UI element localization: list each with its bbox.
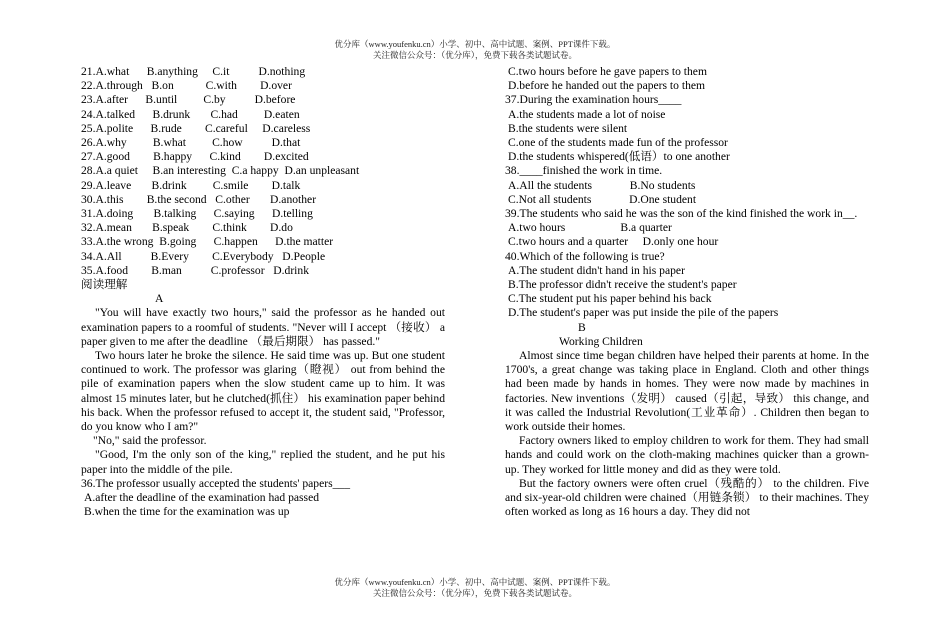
question-36-option: D.before he handed out the papers to them bbox=[508, 79, 706, 93]
footer-line-1: 优分库（www.youfenku.cn）小学、初中、高中试题、案例、PPT课件下载。 bbox=[334, 577, 616, 587]
cloze-line: 34.A.All B.Every C.Everybody D.People bbox=[81, 249, 326, 263]
cloze-line: 30.A.this B.the second C.other D.another bbox=[81, 192, 317, 206]
passage-b-paragraph: But the factory owners were often cruel（残酷的） to the children. Five and six-year-old children were chained（用链条锁） to their machines. They often worked as long as 16 hours a day. They did not bbox=[505, 476, 869, 519]
cloze-line: 23.A.after B.until C.by D.before bbox=[81, 93, 296, 107]
question-40-stem: 40.Which of the following is true? bbox=[505, 249, 665, 263]
question-37-option: A.the students made a lot of noise bbox=[508, 107, 666, 121]
cloze-line: 35.A.food B.man C.professor D.drink bbox=[81, 263, 309, 277]
question-38-option: A.All the students B.No students bbox=[508, 178, 696, 192]
question-37-option: B.the students were silent bbox=[508, 121, 628, 135]
left-column bbox=[81, 65, 445, 520]
footer-line-2: 关注微信公众号：（优分库），免费下载各类试题试卷。 bbox=[372, 588, 577, 598]
question-37-option: D.the students whispered(低语）to one another bbox=[508, 150, 730, 164]
question-36-option: C.two hours before he gave papers to them bbox=[508, 65, 707, 78]
passage-a-paragraph: Two hours later he broke the silence. He said time was up. But one student continued to work. The professor was glaring（瞪视） out from behind the pile of examination papers when the slow student came up to him. It was almost 15 minutes later, but he clutched(抓住） his examination paper behind his back. When the professor refused to accept it, the student said, "Professor, do you know who I am?" bbox=[81, 349, 445, 434]
question-40-option: A.The student didn't hand in his paper bbox=[508, 263, 685, 277]
cloze-line: 31.A.doing B.talking C.saying D.telling bbox=[81, 207, 313, 221]
passage-a-paragraph: "Good, I'm the only son of the king," replied the student, and he put his paper into the middle of the pile. bbox=[81, 448, 445, 476]
page-header bbox=[0, 39, 950, 61]
question-38-option: C.Not all students D.One student bbox=[508, 192, 697, 206]
passage-b-label: B bbox=[578, 320, 586, 334]
question-40-option: C.The student put his paper behind his back bbox=[508, 292, 712, 306]
page-footer bbox=[0, 577, 950, 599]
cloze-line: 24.A.talked B.drunk C.had D.eaten bbox=[81, 107, 300, 121]
question-39-option: C.two hours and a quarter D.only one hour bbox=[508, 235, 719, 249]
passage-b-paragraph: Almost since time began children have helped their parents at home. In the 1700's, a great change was taking place in England. Cloth and other things had been made by hands in homes. They were now made by machines in factories. New inventions（发明） caused（引起，导致） this change, and it was called the Industrial Revolution(工业革命）. Children then began to work outside their homes. bbox=[505, 349, 869, 434]
cloze-line: 26.A.why B.what C.how D.that bbox=[81, 136, 301, 150]
question-36-option: A.after the deadline of the examination had passed bbox=[84, 491, 320, 505]
cloze-line: 21.A.what B.anything C.it D.nothing bbox=[81, 65, 306, 78]
question-40-option: D.The student's paper was put inside the pile of the papers bbox=[508, 306, 779, 320]
header-line-2: 关注微信公众号：（优分库），免费下载各类试题试卷。 bbox=[372, 50, 577, 60]
section-heading: 阅读理解 bbox=[81, 278, 128, 292]
question-40-option: B.The professor didn't receive the student's paper bbox=[508, 278, 737, 292]
question-36-stem: 36.The professor usually accepted the students' papers___ bbox=[81, 476, 350, 490]
cloze-line: 28.A.a quiet B.an interesting C.a happy D.an unpleasant bbox=[81, 164, 360, 178]
header-line-1: 优分库（www.youfenku.cn）小学、初中、高中试题、案例、PPT课件下载。 bbox=[334, 39, 616, 49]
question-37-stem: 37.During the examination hours____ bbox=[505, 93, 682, 107]
passage-b-title: Working Children bbox=[559, 334, 643, 348]
question-39-option: A.two hours B.a quarter bbox=[508, 221, 672, 235]
question-36-option: B.when the time for the examination was up bbox=[84, 505, 290, 519]
cloze-line: 33.A.the wrong B.going C.happen D.the matter bbox=[81, 235, 334, 249]
question-37-option: C.one of the students made fun of the professor bbox=[508, 136, 728, 150]
passage-a-paragraph: "No," said the professor. bbox=[93, 434, 207, 448]
passage-a-paragraph: "You will have exactly two hours," said the professor as he handed out examination papers to a roomful of students. "Never will I accept （接收） a paper given to me after the deadline （最后期限） has passed." bbox=[81, 306, 445, 348]
cloze-line: 29.A.leave B.drink C.smile D.talk bbox=[81, 178, 301, 192]
cloze-line: 25.A.polite B.rude C.careful D.careless bbox=[81, 121, 311, 135]
right-column bbox=[505, 65, 869, 520]
cloze-line: 22.A.through B.on C.with D.over bbox=[81, 79, 292, 93]
cloze-line: 27.A.good B.happy C.kind D.excited bbox=[81, 150, 309, 164]
question-39-stem: 39.The students who said he was the son of the kind finished the work in__. bbox=[505, 207, 858, 221]
passage-a-label: A bbox=[155, 292, 164, 306]
question-38-stem: 38.____finished the work in time. bbox=[505, 164, 663, 178]
passage-b-paragraph: Factory owners liked to employ children to work for them. They had small hands and could work on the cloth-making machines quicker than a grown-up. They worked for little money and did as they were told. bbox=[505, 434, 869, 476]
cloze-line: 32.A.mean B.speak C.think D.do bbox=[81, 221, 293, 235]
